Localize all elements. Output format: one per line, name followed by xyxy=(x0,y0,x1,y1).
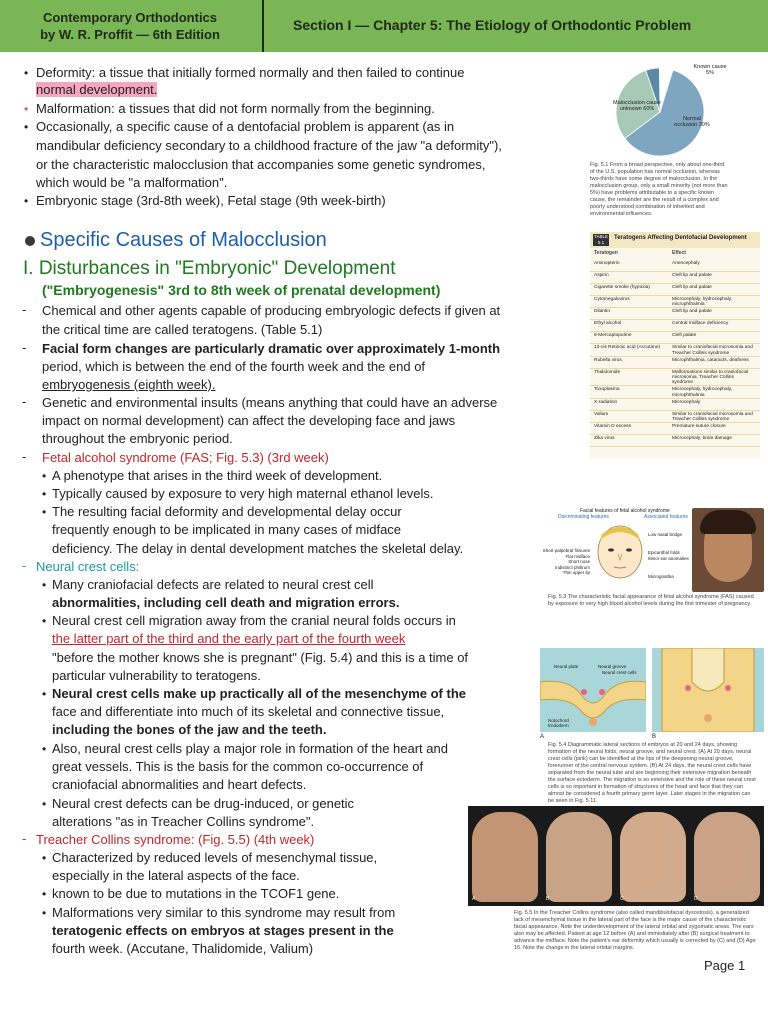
ncc-bullet-3b: face and differentiate into much of its skeletal and connective tissue, xyxy=(52,704,445,719)
bullet-marker: • xyxy=(42,687,47,701)
table-tag: TABLE 5.1 xyxy=(594,234,608,245)
label-neural-plate: Neural plate xyxy=(554,664,579,669)
fig-5-3-right-labels xyxy=(648,532,689,580)
label-flat-midface: Flat midface xyxy=(565,553,590,559)
label-epicanthal: Epicanthal folds xyxy=(648,550,680,555)
table-col-teratogen: Teratogen xyxy=(594,250,618,256)
table-row xyxy=(590,332,760,344)
bullet-marker: • xyxy=(24,120,29,134)
facial-form-line-2: period, which is between the end of the fourth week and the end of xyxy=(42,359,426,374)
tcs-label-c: C xyxy=(620,896,624,902)
fig-5-3-left-labels xyxy=(540,548,590,576)
table-cell-effect: Microcephaly, hydrocephaly, microphthalmia xyxy=(672,387,733,398)
tcs-photo-a xyxy=(472,812,538,902)
tcs-bullet-3b: teratogenic effects on embryos at stages present in the xyxy=(52,923,394,938)
bullet-marker: • xyxy=(24,66,29,80)
intro-deformity-text-2: normal development. xyxy=(36,82,158,97)
ncc-bullet-5a: Neural crest defects can be drug-induced, or genetic xyxy=(52,796,355,811)
bullet-marker: • xyxy=(24,194,29,208)
intro-occasional-2: mandibular deficiency secondary to a childhood fracture of the jaw "a deformity"), xyxy=(36,138,502,153)
genetic-line-1: Genetic and environmental insults (means anything that could have an adverse xyxy=(42,395,498,410)
tcs-photo-c xyxy=(620,812,686,902)
table-cell-effect: Microcephaly xyxy=(672,399,701,405)
table-header xyxy=(590,232,760,248)
dash-marker: - xyxy=(22,394,27,409)
bullet-marker: • xyxy=(42,614,47,628)
ncc-bullet-2a: Neural crest cell migration away from the cranial neural folds occurs in xyxy=(52,613,456,628)
fig-5-3 xyxy=(540,508,764,612)
table-cell-effect: Microcephaly, brain damage xyxy=(672,436,732,442)
table-row xyxy=(590,296,760,308)
table-cell-teratogen: Dilantin xyxy=(594,309,610,315)
table-row xyxy=(590,369,760,387)
teratogens-line-1: Chemical and other agents capable of producing embryologic defects if given at xyxy=(42,303,501,318)
table-row xyxy=(590,320,760,332)
table-row xyxy=(590,308,760,320)
ncc-bullet-4a: Also, neural crest cells play a major role in formation of the heart and xyxy=(52,741,448,756)
intro-deformity xyxy=(36,64,465,82)
table-cell-teratogen: Aspirin xyxy=(594,273,609,278)
table-cell-teratogen: Thalidomide xyxy=(594,369,621,375)
tcs-bullet-2: known to be due to mutations in the TCOF1 gene. xyxy=(52,886,340,901)
teratogens-line-2: the critical time are called teratogens. (Table 5.1) xyxy=(42,322,323,337)
ncc-bullet-3c: including the bones of the jaw and the teeth. xyxy=(52,722,327,737)
page-header xyxy=(0,0,768,52)
fas-bullet-1: A phenotype that arises in the third week of development. xyxy=(52,468,383,483)
table-cell-effect: Microphthalmia, cataracts, deafness xyxy=(672,357,749,363)
tcs-label-d: D xyxy=(694,896,698,902)
label-neural-crest: Neural crest cells xyxy=(602,670,637,675)
ncc-bullet-3a: Neural crest cells make up practically all of the mesenchyme of the xyxy=(52,686,467,701)
bullet-marker: • xyxy=(42,742,47,756)
tcs-photo-strip xyxy=(468,806,764,906)
table-cell-teratogen: Cigarette smoke (hypoxia) xyxy=(594,285,650,290)
fig-5-4 xyxy=(540,648,764,804)
table-cell-teratogen: 13-cis Retinoic acid (Accutane) xyxy=(594,345,661,351)
tcs-photo-d xyxy=(694,812,760,902)
neural-tube-diagram-b xyxy=(652,648,764,732)
chapter-title: Section I — Chapter 5: The Etiology of Orthodontic Problem xyxy=(293,17,692,33)
tcs-bullet-3a: Malformations very similar to this syndrome may result from xyxy=(52,905,396,920)
ncc-bullet-2b: the latter part of the third and the early part of the fourth week xyxy=(52,631,406,646)
dash-marker: - xyxy=(22,558,27,573)
tcs-photo-b xyxy=(546,812,612,902)
bullet-marker: • xyxy=(42,578,47,592)
table-col-effect: Effect xyxy=(672,250,686,256)
pie-label-unknown: Malocclusion cause unknown 60% xyxy=(613,100,661,112)
section-title: Specific Causes of Malocclusion xyxy=(40,229,327,251)
fig-5-3-title: Facial features of fetal alcohol syndrome xyxy=(580,508,670,514)
ncc-bullet-5b: alterations "as in Treacher Collins syndrome". xyxy=(52,814,315,829)
bullet-marker: • xyxy=(42,887,47,901)
intro-occasional-1: Occasionally, a specific cause of a dentofacial problem is apparent (as in xyxy=(36,119,455,134)
intro-occasional-4: which would be "a malformation". xyxy=(36,175,228,190)
label-short-nose: Short nose xyxy=(568,559,590,564)
table-cell-teratogen: Aminopterin xyxy=(594,261,620,266)
fas-bullet-3b: frequently enough to be implicated in many cases of midface xyxy=(52,522,402,537)
bullet-marker: • xyxy=(42,797,47,811)
table-cell-teratogen: 6-Mercaptopurine xyxy=(594,333,632,339)
fig-5-4-caption: Fig. 5.4 Diagrammatic lateral sections of embryos at 20 and 24 days, showing formation of the neural folds, neural groove, and neural crest. (A) At 20 days, neural crest cells (pink) can be identified at the lips of the deepening neural groove, forerunner of the central nervous system. (B) At 24 days, the neural crest cells have separated from the neural tube and are beginning their extensive migration beneath the surface ectoderm. The migration is so extensive and the role of these neural crest cells is so important in formation of structures of the head and face that they can almost be considered a fourth primary germ layer. Later stages in the migration can be seen in Fig. 5.11. xyxy=(548,742,756,804)
table-row xyxy=(590,423,760,435)
table-cell-effect: Cleft palate xyxy=(672,333,697,339)
facial-form-line-3: embryogenesis (eighth week). xyxy=(42,377,216,392)
facial-form-line-1: Facial form changes are particularly dramatic over approximately 1-month xyxy=(42,341,501,356)
bullet-marker: • xyxy=(42,469,47,483)
intro-malformation-text: Malformation: a tissues that did not form normally from the beginning. xyxy=(36,101,435,116)
ncc-bullet-4b: great vessels. This is the basis for the common co-occurrence of xyxy=(52,759,424,774)
table-cell-effect: Malformations similar to craniofacial microsomia, Treacher Collins syndrome xyxy=(672,369,749,386)
child-face-illustration xyxy=(592,522,648,580)
tcs-label-b: B xyxy=(546,896,550,902)
subsection-title: I. Disturbances in "Embryonic" Development xyxy=(23,258,396,279)
table-col-headers xyxy=(590,250,760,258)
table-cell-effect: Anencephaly xyxy=(672,261,700,266)
fig-5-3-disc: Discriminating features xyxy=(558,514,609,520)
table-title: Teratogens Affecting Dentofacial Development xyxy=(614,235,747,241)
section-bullet xyxy=(25,236,35,246)
subsection-subtitle: ("Embryogenesis" 3rd to 8th week of prenatal development) xyxy=(42,282,441,298)
ncc-bullet-2c: "before the mother knows she is pregnant" (Fig. 5.4) and this is a time of xyxy=(52,650,469,665)
bullet-marker: • xyxy=(24,102,29,116)
bullet-marker: • xyxy=(42,906,47,920)
book-author: by W. R. Proffit — 6th Edition xyxy=(40,27,220,42)
table-cell-teratogen: Valium xyxy=(594,411,609,417)
label-micrognathia: Micrognathia xyxy=(648,574,674,579)
table-row xyxy=(590,272,760,284)
table-5-1 xyxy=(590,232,760,458)
table-cell-effect: Cleft lip and palate xyxy=(672,273,712,278)
label-b: B xyxy=(652,734,657,740)
fas-bullet-3a: The resulting facial deformity and developmental delay occur xyxy=(52,504,402,519)
table-cell-teratogen: X-radiation xyxy=(594,399,618,405)
label-endoderm: Endoderm xyxy=(548,723,569,728)
table-row xyxy=(590,386,760,398)
bullet-marker: • xyxy=(42,505,47,519)
table-cell-effect: Premature suture closure xyxy=(672,424,726,430)
fig-5-5-caption: Fig. 5.5 In the Treacher Collins syndrome (also called mandibulofacial dysostosis), a generalized lack of mesenchymal tissue in the lateral part of the face is the major cause of the characteristic facial appearance. Note the underdevelopment of the lateral orbital and zygomatic areas. The ears also may be affected. Patient at age 12 before (A) and immediately after (B) surgical treatment to advance the midface. Note the patient's ear deformity which usually is corrected by (C) and (D) Age 16. Note the change in the lateral orbital margins. xyxy=(514,910,756,951)
table-cell-effect: Cleft lip and palate xyxy=(672,285,712,290)
table-cell-effect: Similar to craniofacial microsomia and Treacher Collins syndrome xyxy=(672,411,753,423)
table-row xyxy=(590,399,760,411)
fas-child-photo xyxy=(692,508,764,592)
table-row xyxy=(590,411,760,423)
ncc-bullet-1a: Many craniofacial defects are related to neural crest cell xyxy=(52,577,374,592)
fig-5-1-caption: Fig. 5.1 From a broad perspective, only about one-third of the U.S. population has normal occlusion, whereas two-thirds have some degree of malocclusion. In the malocclusion group, only a small minority (not more than 5%) have problems attributable to a specific known cause, the remainder are the result of a complex and poorly understood combination of inherited and environmental influences. xyxy=(590,162,728,217)
table-cell-teratogen: Ethyl alcohol xyxy=(594,321,622,327)
dash-marker: - xyxy=(22,340,27,355)
table-cell-effect: Similar to craniofacial microsomia and Treacher Collins syndrome xyxy=(672,345,753,356)
genetic-line-3: throughout the embryonic period. xyxy=(42,431,233,446)
tcs-bullet-1b: especially in the lateral aspects of the face. xyxy=(52,868,300,883)
intro-deformity-cont xyxy=(36,81,157,99)
table-cell-teratogen: Zika virus xyxy=(594,436,615,442)
table-cell-teratogen: Toxoplasma xyxy=(594,387,620,393)
book-title: Contemporary Orthodontics xyxy=(42,10,218,25)
table-row xyxy=(590,435,760,447)
label-a: A xyxy=(540,734,545,740)
intro-occasional-3: or the characteristic malocclusion that accompanies some genetic syndromes, xyxy=(36,157,486,172)
label-palpebral: Short palpebral fissures xyxy=(542,548,590,553)
table-cell-effect: Central midface deficiency xyxy=(672,321,729,327)
dash-marker: - xyxy=(22,302,27,317)
dash-marker: - xyxy=(22,449,27,464)
fig-5-5 xyxy=(468,806,764,954)
label-notochord-text: Notochord xyxy=(548,718,569,723)
fig-5-1 xyxy=(586,58,734,217)
genetic-line-2: impact on normal development) can affect the developing face and jaws xyxy=(42,413,456,428)
table-row xyxy=(590,260,760,272)
table-row xyxy=(590,344,760,356)
table-row xyxy=(590,284,760,296)
table-cell-effect: Microcephaly, hydrocephaly, microphthalmia xyxy=(672,297,733,308)
tcs-title: Treacher Collins syndrome: (Fig. 5.5) (4th week) xyxy=(36,832,315,847)
ncc-bullet-4c: craniofacial abnormalities and heart defects. xyxy=(52,777,307,792)
label-minor-ear: Minor ear anomalies xyxy=(648,556,689,561)
label-upper-lip: Thin upper lip xyxy=(562,570,590,575)
fas-bullet-2: Typically caused by exposure to very high maternal ethanol levels. xyxy=(52,486,434,501)
label-philtrum: Indistinct philtrum xyxy=(554,564,590,570)
intro-malformation xyxy=(36,100,435,118)
label-low-nasal: Low nasal bridge xyxy=(648,532,683,537)
pie-label-normal: Normal occlusion 30% xyxy=(674,116,710,128)
pie-label-known: Known cause 5% xyxy=(693,64,727,76)
bullet-marker: • xyxy=(42,487,47,501)
ncc-title: Neural crest cells: xyxy=(36,559,140,574)
page-number: Page 1 xyxy=(704,958,746,973)
tcs-bullet-3c: fourth week. (Accutane, Thalidomide, Valium) xyxy=(52,941,314,956)
ncc-bullet-2d: particular vulnerability to teratogens. xyxy=(52,668,261,683)
tcs-bullet-1a: Characterized by reduced levels of mesenchymal tissue, xyxy=(52,850,378,865)
header-divider xyxy=(262,0,264,52)
dash-marker: - xyxy=(22,831,27,846)
fig-5-3-caption: Fig. 5.3 The characteristic facial appearance of fetal alcohol syndrome (FAS) caused by exposure to very high blood alcohol levels during the first trimester of pregnancy. xyxy=(548,594,754,607)
book-info xyxy=(30,9,230,43)
fig-5-3-assoc: Associated features xyxy=(644,514,688,520)
bullet-marker: • xyxy=(42,851,47,865)
table-cell-teratogen: Rubella virus xyxy=(594,357,622,363)
label-notochord xyxy=(548,718,569,728)
table-row xyxy=(590,357,760,369)
table-cell-teratogen: Cytomegalovirus xyxy=(594,297,630,302)
intro-stages: Embryonic stage (3rd-8th week), Fetal stage (9th week-birth) xyxy=(36,193,386,208)
table-body xyxy=(590,260,760,447)
ncc-bullet-1b: abnormalities, including cell death and migration errors. xyxy=(52,595,400,610)
fas-title: Fetal alcohol syndrome (FAS; Fig. 5.3) (3rd week) xyxy=(42,450,329,465)
table-cell-teratogen: Vitamin D excess xyxy=(594,424,631,430)
label-neural-groove: Neural groove xyxy=(598,664,627,669)
intro-deformity-text: Deformity: a tissue that initially formed normally and then failed to continue xyxy=(36,65,465,80)
table-cell-effect: Cleft lip and palate xyxy=(672,309,712,315)
fas-bullet-3c: deficiency. The delay in dental development matches the skeletal delay. xyxy=(52,541,464,556)
tcs-label-a: A xyxy=(472,896,476,902)
